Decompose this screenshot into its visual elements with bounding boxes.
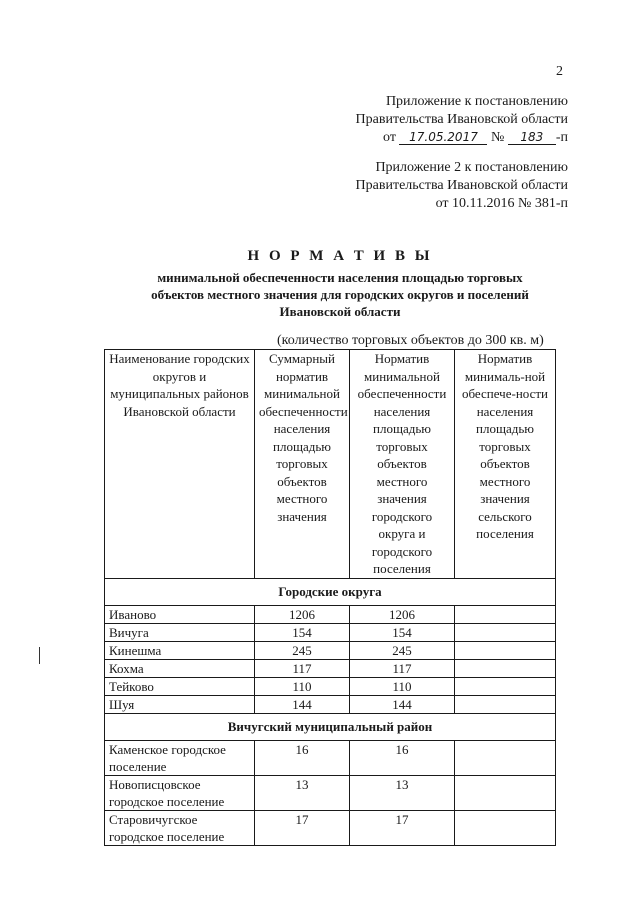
- cell-urban: 144: [350, 695, 455, 713]
- header-urban: Норматив минимальной обеспеченности населения площадью торговых объектов местного значения городского округа и городского поселения: [350, 350, 455, 579]
- cell-rural: [455, 659, 556, 677]
- cell-rural: [455, 605, 556, 623]
- header-rural: Норматив минималь-ной обеспече-ности населения площадью торговых объектов местного значения сельского поселения: [455, 350, 556, 579]
- cell-rural: [455, 623, 556, 641]
- norms-table: [104, 349, 556, 846]
- section-title: Вичугский муниципальный район: [105, 713, 556, 740]
- scan-margin-mark: [39, 647, 40, 664]
- cell-total: 154: [255, 623, 350, 641]
- title-main: Н О Р М А Т И В Ы: [247, 248, 433, 264]
- cell-rural: [455, 695, 556, 713]
- table-row: [105, 740, 556, 775]
- cell-rural: [455, 641, 556, 659]
- cell-urban: 16: [350, 740, 455, 775]
- cell-name: Шуя: [105, 695, 255, 713]
- table-row: [105, 605, 556, 623]
- cell-total: 16: [255, 740, 350, 775]
- cell-name: Новописцовское городское поселение: [105, 775, 255, 810]
- cell-name: Вичуга: [105, 623, 255, 641]
- cell-name: Старовичугское городское поселение: [105, 810, 255, 845]
- cell-rural: [455, 677, 556, 695]
- appendix-date-line: [356, 129, 568, 147]
- header-name: Наименование городских округов и муниципальных районов Ивановской области: [105, 350, 255, 579]
- cell-total: 110: [255, 677, 350, 695]
- header-total: Суммарный норматив минимальной обеспеченности населения площадью торговых объектов местного значения: [255, 350, 350, 579]
- table-header-row: [105, 350, 556, 579]
- appendix-2-reference: [356, 159, 568, 213]
- table-row: [105, 641, 556, 659]
- cell-total: 117: [255, 659, 350, 677]
- cell-urban: 245: [350, 641, 455, 659]
- appendix-line: от 10.11.2016 № 381-п: [435, 196, 568, 211]
- cell-total: 13: [255, 775, 350, 810]
- section-row: [105, 578, 556, 605]
- cell-total: 1206: [255, 605, 350, 623]
- appendix-line: Правительства Ивановской области: [355, 178, 568, 193]
- cell-rural: [455, 775, 556, 810]
- cell-total: 245: [255, 641, 350, 659]
- handwritten-date: 17.05.2017: [399, 130, 487, 145]
- cell-total: 144: [255, 695, 350, 713]
- cell-total: 17: [255, 810, 350, 845]
- title-line: Ивановской области: [279, 304, 401, 319]
- title-line: минимальной обеспеченности населения площадью торговых: [157, 270, 523, 285]
- cell-urban: 1206: [350, 605, 455, 623]
- handwritten-number: 183: [508, 130, 556, 145]
- cell-urban: 17: [350, 810, 455, 845]
- table-row: [105, 659, 556, 677]
- section-row: [105, 713, 556, 740]
- unit-note: (количество торговых объектов до 300 кв. м): [277, 333, 544, 348]
- cell-rural: [455, 810, 556, 845]
- cell-urban: 154: [350, 623, 455, 641]
- appendix-reference: [356, 93, 568, 147]
- cell-rural: [455, 740, 556, 775]
- cell-name: Кохма: [105, 659, 255, 677]
- number-suffix: -п: [555, 130, 568, 145]
- title-line: объектов местного значения для городских округов и поселений: [151, 287, 529, 302]
- from-label: от: [383, 130, 396, 145]
- cell-name: Кинешма: [105, 641, 255, 659]
- section-title: Городские округа: [105, 578, 556, 605]
- document-title: [100, 248, 580, 320]
- table-row: [105, 623, 556, 641]
- cell-name: Иваново: [105, 605, 255, 623]
- number-label: №: [490, 130, 505, 145]
- table-row: [105, 695, 556, 713]
- cell-name: Тейково: [105, 677, 255, 695]
- appendix-line: Приложение 2 к постановлению: [375, 160, 568, 175]
- table-row: [105, 810, 556, 845]
- cell-urban: 13: [350, 775, 455, 810]
- page-number: 2: [556, 64, 563, 79]
- table-row: [105, 677, 556, 695]
- cell-urban: 110: [350, 677, 455, 695]
- appendix-line: Правительства Ивановской области: [355, 112, 568, 127]
- table-row: [105, 775, 556, 810]
- appendix-line: Приложение к постановлению: [385, 94, 568, 109]
- cell-urban: 117: [350, 659, 455, 677]
- cell-name: Каменское городское поселение: [105, 740, 255, 775]
